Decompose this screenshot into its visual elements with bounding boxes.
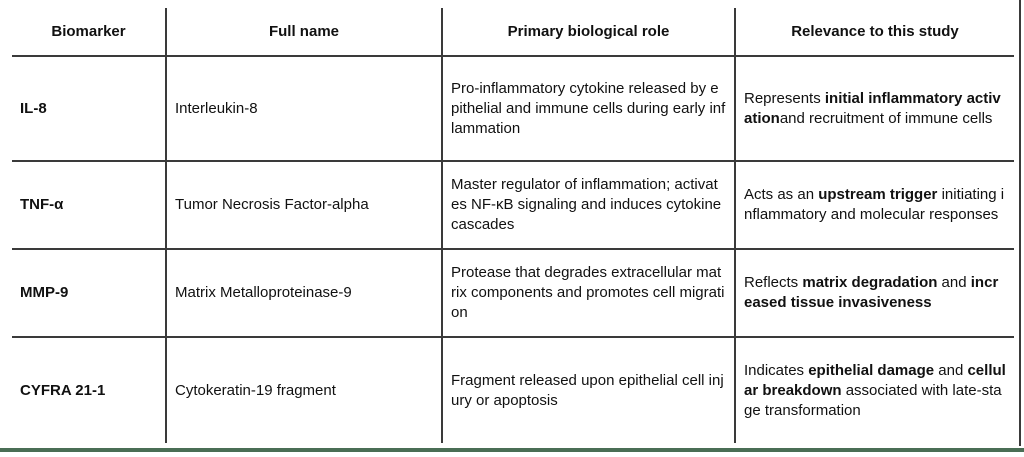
- biomarker-cell: [12, 338, 167, 443]
- primary-role-cell: [443, 162, 736, 250]
- column-header-label: Biomarker: [51, 22, 126, 40]
- relevance-text: Reflects matrix degradation and increased tissue invasiveness: [744, 274, 999, 311]
- primary-role-text: Master regulator of inflammation; activates NF-κB signaling and induces cytokine cascades: [451, 176, 722, 233]
- primary-role-cell: [443, 57, 736, 162]
- full-name-text: Cytokeratin-19 fragment: [175, 381, 336, 399]
- column-header-relevance: [736, 8, 1014, 57]
- primary-role-cell: [443, 338, 736, 443]
- full-name-text: Interleukin-8: [175, 99, 258, 117]
- biomarker-name: MMP-9: [20, 284, 69, 301]
- relevance-cell: [736, 57, 1014, 162]
- full-name-text: Matrix Metalloproteinase-9: [175, 284, 352, 301]
- relevance-cell: [736, 250, 1014, 338]
- biomarker-cell: [12, 57, 167, 162]
- column-header-label: Primary biological role: [507, 22, 670, 40]
- full-name-cell: [167, 162, 443, 250]
- primary-role-text: Fragment released upon epithelial cell injury or apoptosis: [451, 371, 724, 409]
- full-name-cell: [167, 57, 443, 162]
- relevance-cell: [736, 338, 1014, 443]
- full-name-cell: [167, 338, 443, 443]
- biomarker-name: IL-8: [20, 99, 47, 117]
- column-header-biomarker: [12, 8, 167, 57]
- biomarker-cell: [12, 162, 167, 250]
- window-right-edge-line: [1019, 0, 1021, 446]
- relevance-text: Acts as an upstream trigger initiating inflammatory and molecular responses: [744, 186, 1005, 223]
- column-header-primary-role: [443, 8, 736, 57]
- primary-role-cell: [443, 250, 736, 338]
- relevance-text: Represents initial inflammatory activationand recruitment of immune cells: [744, 89, 1001, 127]
- full-name-cell: [167, 250, 443, 338]
- column-header-label: Relevance to this study: [791, 22, 959, 40]
- column-header-label: Full name: [268, 22, 339, 40]
- bottom-green-divider: [0, 448, 1024, 452]
- full-name-text: Tumor Necrosis Factor-alpha: [175, 196, 369, 213]
- biomarker-name: TNF-α: [20, 196, 64, 213]
- biomarker-table: [12, 8, 1014, 443]
- biomarker-cell: [12, 250, 167, 338]
- primary-role-text: Pro-inflammatory cytokine released by epithelial and immune cells during early inflammation: [451, 79, 726, 137]
- relevance-cell: [736, 162, 1014, 250]
- primary-role-text: Protease that degrades extracellular matrix components and promotes cell migration: [451, 264, 725, 321]
- column-header-full-name: [167, 8, 443, 57]
- relevance-text: Indicates epithelial damage and cellular breakdown associated with late-stage transformation: [744, 361, 1006, 419]
- biomarker-name: CYFRA 21-1: [20, 381, 106, 399]
